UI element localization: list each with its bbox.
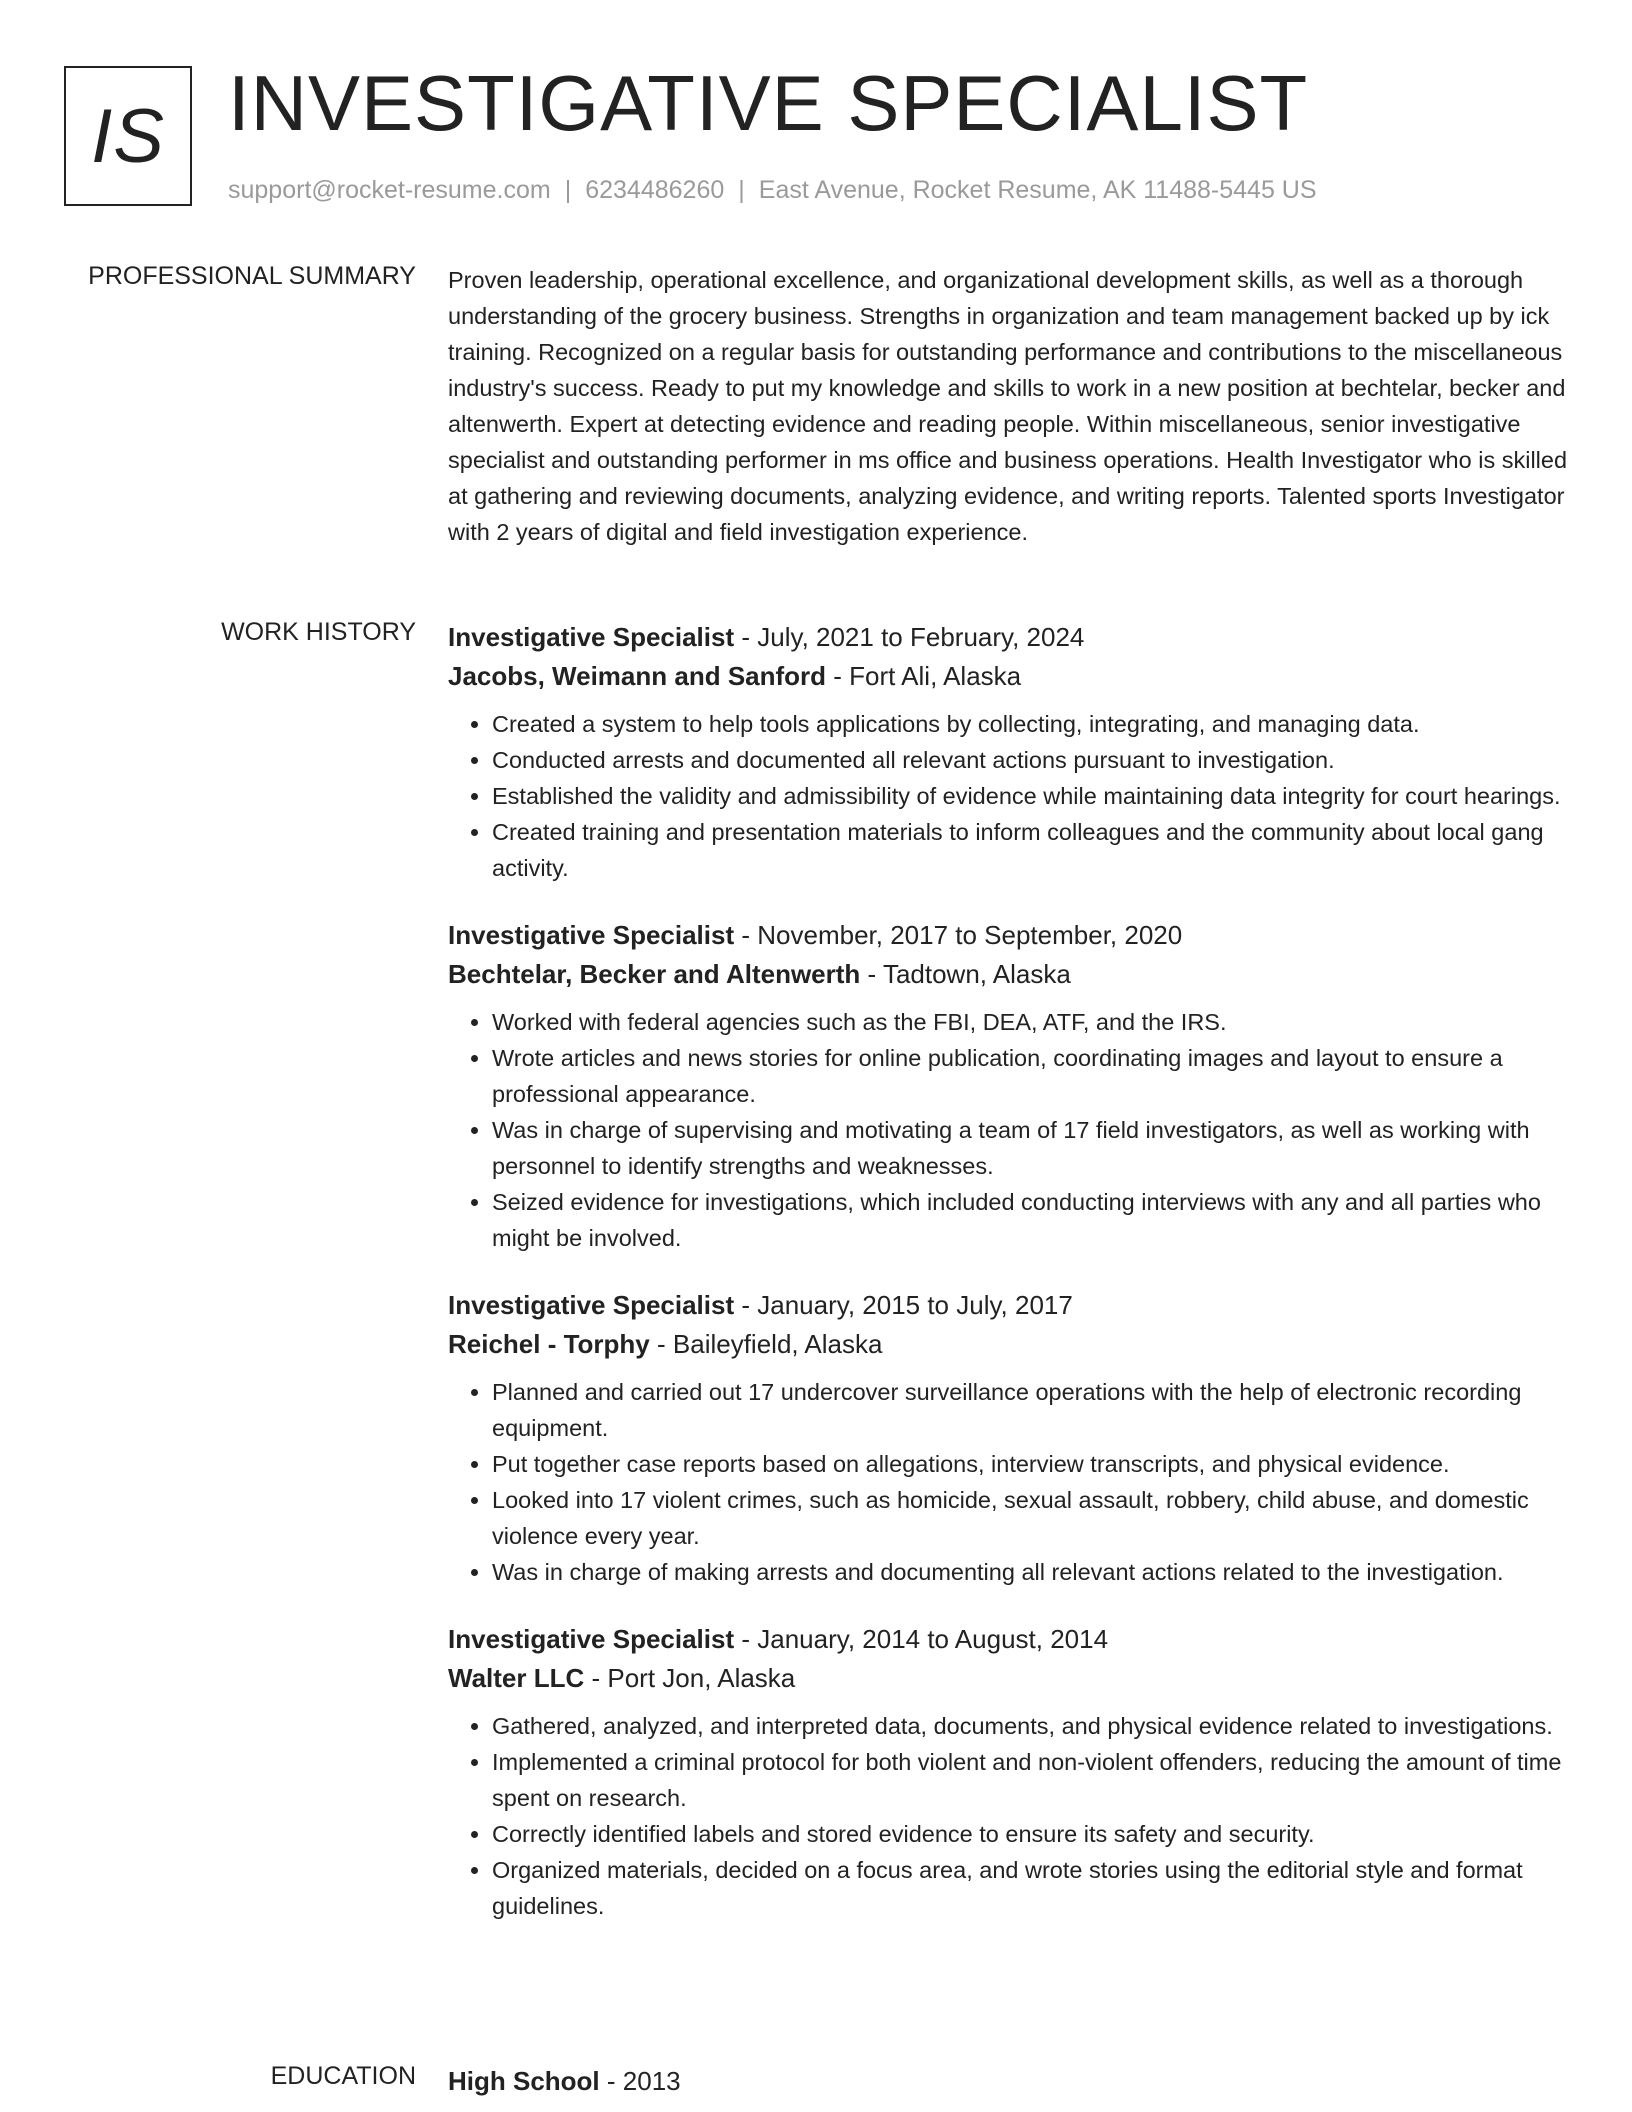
summary-text: Proven leadership, operational excellence, and organizational development skills, as well as a thorough understanding of the grocery business. Strengths in organization and team management backed up by ick training. Recognized on a regular basis for outstanding performance and contributions to the miscellaneous industry's success. Ready to put my knowledge and skills to work in a new position at bechtelar, becker and altenwerth. Expert at detecting evidence and reading people. Within miscellaneous, senior investigative specialist and outstanding performer in ms office and business operations. Health Investigator who is skilled at gathering and reviewing documents, analyzing evidence, and writing reports. Talented sports Investigator with 2 years of digital and field investigation experience. — [448, 267, 1568, 545]
job-bullet: • Worked with federal agencies such as the FBI, DEA, ATF, and the IRS. — [492, 1004, 1572, 1040]
monogram: IS — [64, 66, 192, 206]
resume-name: INVESTIGATIVE SPECIALIST — [228, 59, 1309, 147]
job-bullet: • Created training and presentation materials to inform colleagues and the community about local gang activity. — [492, 814, 1572, 886]
job-bullets — [448, 1708, 1572, 1924]
job-bullet: • Conducted arrests and documented all relevant actions pursuant to investigation. — [492, 742, 1572, 778]
job-bullet: • Established the validity and admissibility of evidence while maintaining data integrity for court hearings. — [492, 778, 1572, 814]
job-company-line — [448, 1325, 1572, 1364]
summary-content — [448, 262, 1572, 550]
section-label-work-history: WORK HISTORY — [221, 618, 416, 646]
section-label-education: EDUCATION — [270, 2062, 416, 2090]
job-company: Walter LLC — [448, 1663, 585, 1693]
job-dates: - January, 2015 to July, 2017 — [741, 1290, 1073, 1320]
job-company-line — [448, 955, 1572, 994]
job-bullet: • Implemented a criminal protocol for both violent and non-violent offenders, reducing the amount of time spent on research. — [492, 1744, 1572, 1816]
job-entry — [448, 1286, 1572, 1590]
job-bullets — [448, 1374, 1572, 1590]
job-company: Bechtelar, Becker and Altenwerth — [448, 959, 861, 989]
job-bullet: • Created a system to help tools applications by collecting, integrating, and managing data. — [492, 706, 1572, 742]
job-location: - Port Jon, Alaska — [591, 1663, 796, 1693]
job-title-line — [448, 916, 1572, 955]
job-title-line — [448, 618, 1572, 657]
job-title: Investigative Specialist — [448, 1290, 735, 1320]
job-dates: - January, 2014 to August, 2014 — [741, 1624, 1109, 1654]
job-entry — [448, 916, 1572, 1256]
contact-email[interactable]: support@rocket-resume.com — [228, 176, 551, 204]
job-company: Reichel - Torphy — [448, 1329, 650, 1359]
job-dates: - November, 2017 to September, 2020 — [741, 920, 1183, 950]
education-year: - 2013 — [606, 2066, 681, 2096]
job-entry — [448, 1620, 1572, 1924]
section-label-summary: PROFESSIONAL SUMMARY — [88, 262, 416, 290]
job-location: - Tadtown, Alaska — [867, 959, 1071, 989]
job-location: - Baileyfield, Alaska — [657, 1329, 883, 1359]
job-bullet: • Gathered, analyzed, and interpreted data, documents, and physical evidence related to investigations. — [492, 1708, 1572, 1744]
job-bullet: • Looked into 17 violent crimes, such as homicide, sexual assault, robbery, child abuse, and domestic violence every year. — [492, 1482, 1572, 1554]
job-title: Investigative Specialist — [448, 1624, 735, 1654]
job-company-line — [448, 1659, 1572, 1698]
job-entry — [448, 618, 1572, 886]
contact-separator: | — [564, 176, 572, 204]
job-bullet: • Seized evidence for investigations, which included conducting interviews with any and all parties who might be involved. — [492, 1184, 1572, 1256]
job-title-line — [448, 1286, 1572, 1325]
contact-separator: | — [738, 176, 745, 204]
job-bullet: • Planned and carried out 17 undercover surveillance operations with the help of electronic recording equipment. — [492, 1374, 1572, 1446]
job-bullet: • Wrote articles and news stories for online publication, coordinating images and layout to ensure a professional appearance. — [492, 1040, 1572, 1112]
contact-line — [228, 176, 1317, 205]
job-location: - Fort Ali, Alaska — [833, 661, 1022, 691]
job-dates: - July, 2021 to February, 2024 — [741, 622, 1085, 652]
work-history-content — [448, 618, 1572, 1954]
job-company-line — [448, 657, 1572, 696]
job-title: Investigative Specialist — [448, 622, 735, 652]
job-bullet: • Was in charge of making arrests and documenting all relevant actions related to the investigation. — [492, 1554, 1572, 1590]
job-bullet: • Organized materials, decided on a focus area, and wrote stories using the editorial style and format guidelines. — [492, 1852, 1572, 1924]
job-bullets — [448, 1004, 1572, 1256]
job-bullets — [448, 706, 1572, 886]
education-line — [448, 2062, 1572, 2101]
job-bullet: • Was in charge of supervising and motivating a team of 17 field investigators, as well as working with personnel to identify strengths and weaknesses. — [492, 1112, 1572, 1184]
job-bullet: • Correctly identified labels and stored evidence to ensure its safety and security. — [492, 1816, 1572, 1852]
job-company: Jacobs, Weimann and Sanford — [448, 661, 827, 691]
job-bullet: • Put together case reports based on allegations, interview transcripts, and physical evidence. — [492, 1446, 1572, 1482]
education-content — [448, 2062, 1572, 2101]
job-title: Investigative Specialist — [448, 920, 735, 950]
job-title-line — [448, 1620, 1572, 1659]
education-degree: High School — [448, 2066, 600, 2096]
contact-phone[interactable]: 6234486260 — [585, 176, 725, 204]
contact-address: East Avenue, Rocket Resume, AK 11488-5445 US — [758, 176, 1317, 204]
